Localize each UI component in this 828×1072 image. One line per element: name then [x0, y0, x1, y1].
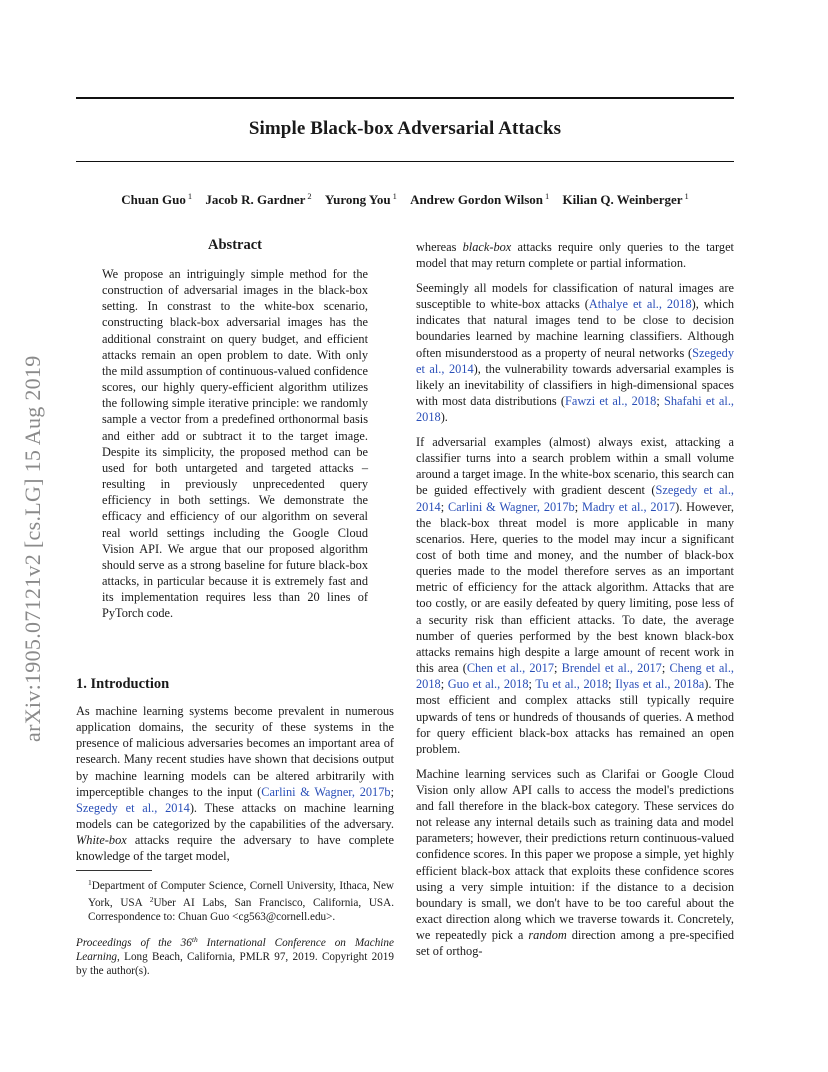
abstract-text: We propose an intriguingly simple method for the construction of adversarial images in the black-box setting. In constrast to the white-box scenario, constructing black-box adversarial images has the additional constraint on query budget, and efficient attacks remain an open problem to date. With only the mild assumption of continuous-valued confidence scores, our highly query-efficient algorithm utilizes the following simple iterative principle: we randomly sample a vector from a predefined orthonormal basis and either add or subtract it to the target image. Despite its simplicity, the proposed method can be used for both untargeted and targeted attacks – resulting in previously unprecedented query efficiency in both settings. We demonstrate the efficacy and efficiency of our algorithm on several real world settings including the Google Cloud Vision API. We argue that our proposed algorithm should serve as a strong baseline for future black-box attacks, in particular because it is extremely fast and its implementation requires less than 20 lines of PyTorch code.: [102, 267, 368, 621]
intro-paragraph: Seemingly all models for classification of natural images are susceptible to white-box attacks (Athalye et al., 2018), which indicates that natural images tend to be close to decision boundaries learned by machine learning classifiers. Although often misunderstood as a property of neural networks (Szegedy et al., 2014), the vulnerability towards adversarial examples is likely an inevitability of classifiers in high-dimensional spaces with most data distributions (Fawzi et al., 2018; Shafahi et al., 2018).: [416, 280, 734, 425]
author-list: [76, 191, 734, 208]
citation-link[interactable]: Madry et al., 2017: [581, 499, 676, 514]
intro-paragraph: whereas black-box attacks require only queries to the target model that may return complete or partial information.: [416, 240, 734, 271]
section-heading-introduction: 1. Introduction: [76, 676, 170, 692]
citation-link[interactable]: Ilyas et al., 2018a: [615, 677, 705, 692]
citation-link[interactable]: Szegedy et al., 2014: [416, 345, 734, 376]
citation-link[interactable]: Tu et al., 2018: [535, 677, 609, 692]
citation-link[interactable]: Szegedy et al., 2014: [76, 800, 190, 815]
abstract-heading: Abstract: [208, 237, 262, 253]
footnote-rule: [76, 870, 152, 871]
paper-title: Simple Black-box Adversarial Attacks: [248, 118, 562, 139]
citation-link[interactable]: Carlini & Wagner, 2017b: [447, 499, 575, 514]
citation-link[interactable]: Carlini & Wagner, 2017b: [261, 784, 391, 799]
citation-link[interactable]: Chen et al., 2017: [466, 661, 555, 676]
title-rule-bottom: [76, 161, 734, 162]
proceedings-footnote: Proceedings of the 36th International Conference on Machine Learning, Long Beach, California, PMLR 97, 2019. Copyright 2019 by the author(s).: [76, 935, 394, 977]
title-rule-top: [76, 97, 734, 99]
arxiv-stamp: arXiv:1905.07121v2 [cs.LG] 15 Aug 2019: [20, 355, 45, 742]
introduction-left-column: [76, 703, 394, 873]
citation-link[interactable]: Szegedy et al., 2014: [416, 483, 734, 514]
author: Jacob R. Gardner $^2$: [205, 191, 312, 207]
citation-link[interactable]: Guo et al., 2018: [447, 677, 529, 692]
intro-paragraph: If adversarial examples (almost) always exist, attacking a classifier turns into a search problem within a small volume around a target image. In the white-box scenario, this search can be guided effectively with gradient descent (Szegedy et al., 2014; Carlini & Wagner, 2017b; Madry et al., 2017). However, the black-box threat model is more applicable in many scenarios. Here, queries to the model may incur a significant cost of both time and money, and the number of black-box queries made to the model therefore serves as an important metric of efficiency for the attack algorithm. Attacks that are too costly, or are easily defeated by query limiting, pose less of a security risk than efficient attacks. To date, the average number of queries performed by the best known black-box attacks remains high despite a large amount of recent work in this area (Chen et al., 2017; Brendel et al., 2017; Cheng et al., 2018; Guo et al., 2018; Tu et al., 2018; Ilyas et al., 2018a). The most efficient and complex attacks still typically require upwards of tens or hundreds of thousands of queries. A method for query efficient black-box attacks has remained an open problem.: [416, 434, 735, 756]
author: Kilian Q. Weinberger $^1$: [562, 191, 689, 207]
citation-link[interactable]: Fawzi et al., 2018: [565, 394, 657, 408]
author: Yurong You $^1$: [324, 191, 397, 207]
right-column: [416, 239, 734, 968]
affiliation-footnote: $^1$Department of Computer Science, Cornell University, Ithaca, New York, USA $^2$Uber AI Labs, San Francisco, California, USA. Correspondence to: Chuan Guo <cg563@cornell.edu>.: [88, 878, 394, 923]
citation-link[interactable]: Athalye et al., 2018: [588, 297, 692, 312]
citation-link[interactable]: Brendel et al., 2017: [561, 661, 662, 676]
intro-paragraph: Machine learning services such as Clarifai or Google Cloud Vision only allow API calls to access the model's predictions and fall therefore in the black-box category. These services do not release any internal details such as training data and model parameters; however, their predictions return continuous-valued confidence scores. In this paper we propose a simple, yet highly efficient black-box attack that exploits these confidence scores using a very simple intuition: if the distance to a decision boundary is small, we don't have to be too careful about the exact direction along which we traverse towards it. Concretely, we repeatedly pick a random direction among a pre-specified set of orthog-: [416, 766, 734, 959]
author: Chuan Guo $^1$: [121, 191, 193, 207]
author: Andrew Gordon Wilson $^1$: [410, 191, 550, 207]
intro-paragraph: As machine learning systems become prevalent in numerous application domains, the security of these systems in the presence of malicious adversaries becomes an important area of research. Many recent studies have shown that decisions output by machine learning models can be altered arbitrarily with imperceptible changes to the input (Carlini & Wagner, 2017b; Szegedy et al., 2014). These attacks on machine learning models can be categorized by the capabilities of the adversary. White-box attacks require the adversary to have complete knowledge of the target model,: [76, 704, 394, 864]
abstract-body: [102, 266, 368, 630]
footnotes: [76, 876, 394, 987]
citation-link[interactable]: Cheng et al., 2018: [416, 661, 734, 692]
citation-link[interactable]: Shafahi et al., 2018: [416, 394, 734, 425]
